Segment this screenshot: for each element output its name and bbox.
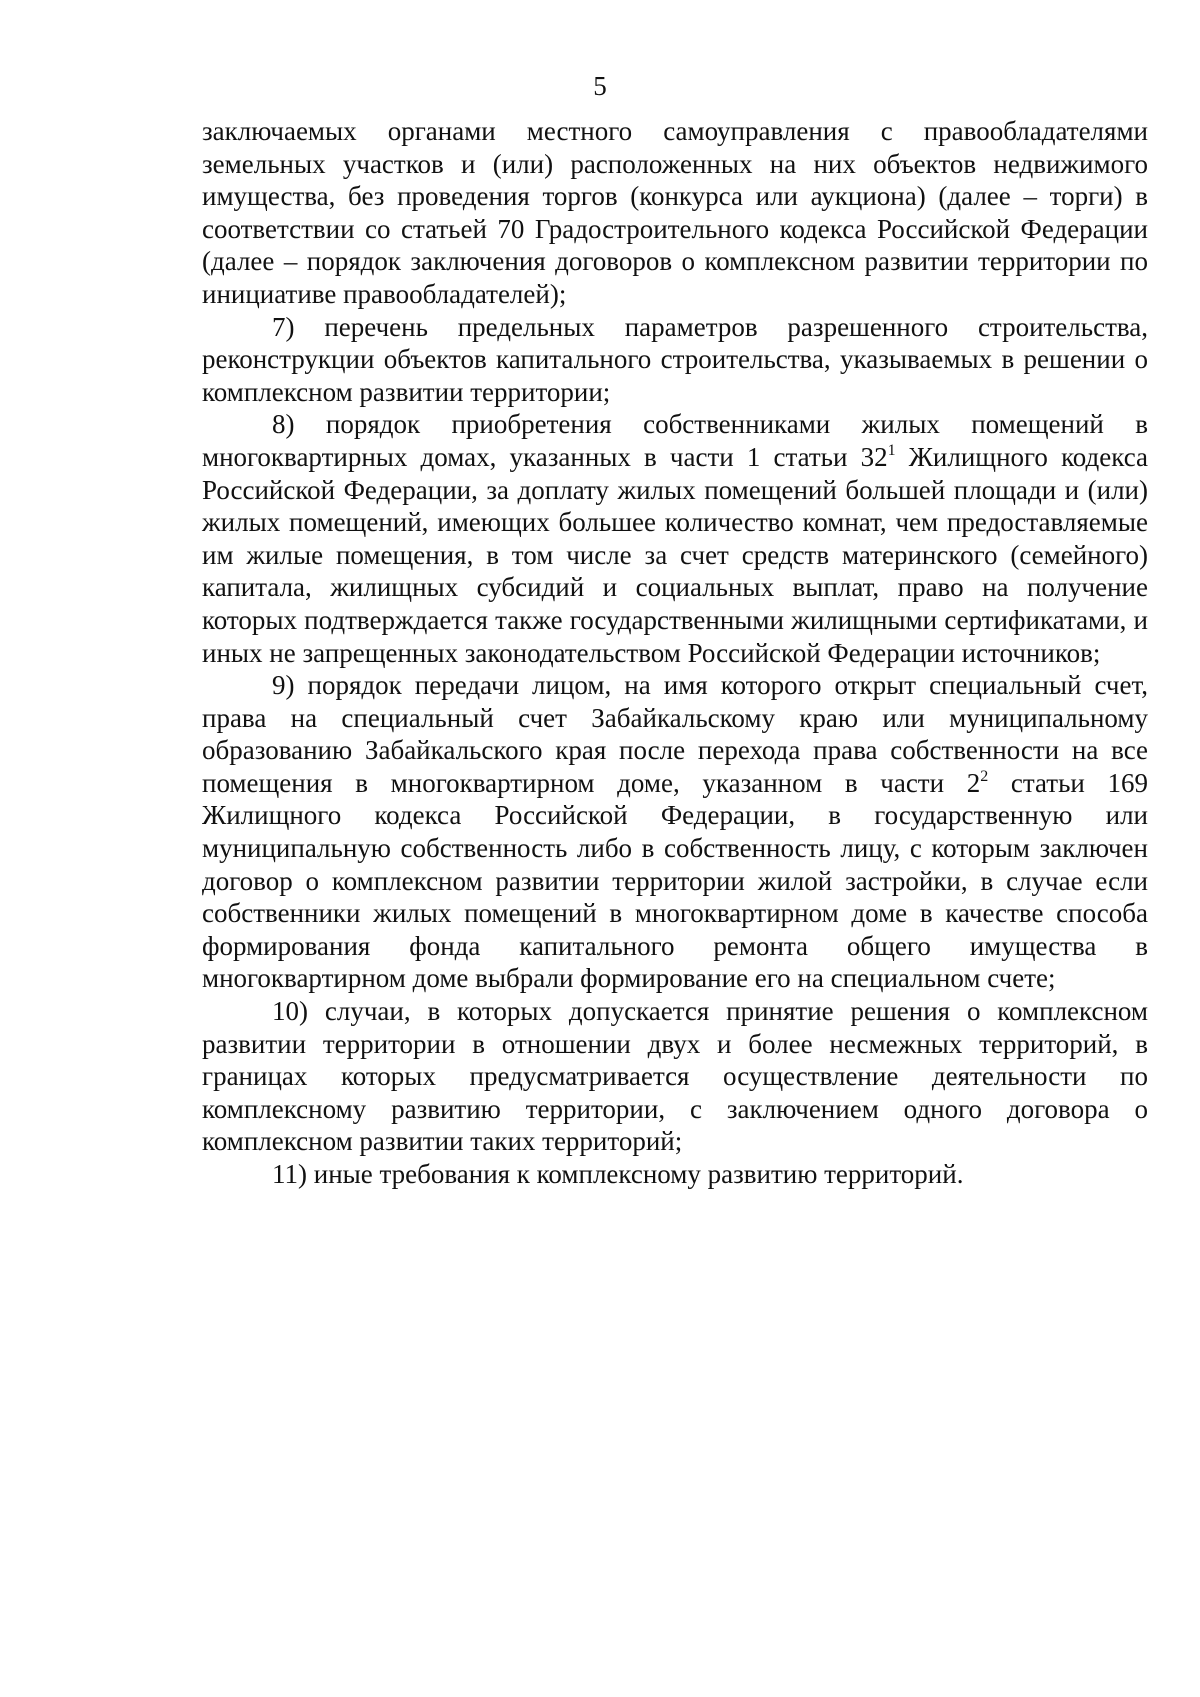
document-body bbox=[202, 115, 1148, 1191]
superscript-1: 1 bbox=[887, 441, 896, 459]
paragraph-item-8 bbox=[202, 408, 1148, 669]
paragraph-item-11: 11) иные требования к комплексному развитию территорий. bbox=[272, 1159, 964, 1189]
page-number: 5 bbox=[593, 71, 607, 101]
paragraph-item-8-part2: Жилищного кодекса Российской Федерации, за доплату жилых помещений большей площади и (или) жилых помещений, имеющих большее количество комнат, чем предоставляемые им жилые помещения, в том числе за счет средств материнского (семейного) капитала, жилищных субсидий и социальных выплат, право на получение которых подтверждается также государственными жилищными сертификатами, и иных не запрещенных законодательством Российской Федерации источников; bbox=[202, 441, 1148, 668]
paragraph-item-7: 7) перечень предельных параметров разрешенного строительства, реконструкции объектов капитального строительства, указываемых в решении о комплексном развитии территории; bbox=[202, 311, 1148, 407]
paragraph-item-8-part1: 8) порядок приобретения собственниками жилых помещений в многоквартирных домах, указанных в части 1 статьи 32 bbox=[202, 409, 1148, 472]
superscript-2: 2 bbox=[980, 767, 989, 785]
paragraph-item-9-part2: статьи 169 Жилищного кодекса Российской Федерации, в государственную или муниципальную собственность либо в собственность лицу, с которым заключен договор о комплексном развитии территории жилой застройки, в случае если собственники жилых помещений в многоквартирном доме в качестве способа формирования фонда капитального ремонта общего имущества в многоквартирном доме выбрали формирование его на специальном счете; bbox=[202, 767, 1148, 994]
paragraph-continuation: заключаемых органами местного самоуправления с правообладателями земельных участков и (или) расположенных на них объектов недвижимого имущества, без проведения торгов (конкурса или аукциона) (далее – торги) в соответствии со статьей 70 Градостроительного кодекса Российской Федерации (далее – порядок заключения договоров о комплексном развитии территории по инициативе правообладателей); bbox=[202, 116, 1148, 309]
paragraph-item-9 bbox=[202, 669, 1148, 995]
paragraph-item-9-part1: 9) порядок передачи лицом, на имя которого открыт специальный счет, права на специальный счет Забайкальскому краю или муниципальному образованию Забайкальского края после перехода права собственности на все помещения в многоквартирном доме, указанном в части 2 bbox=[202, 670, 1148, 798]
paragraph-item-10: 10) случаи, в которых допускается принятие решения о комплексном развитии территории в отношении двух и более несмежных территорий, в границах которых предусматривается осуществление деятельности по комплексному развитию территории, с заключением одного договора о комплексном развитии таких территорий; bbox=[202, 996, 1148, 1157]
